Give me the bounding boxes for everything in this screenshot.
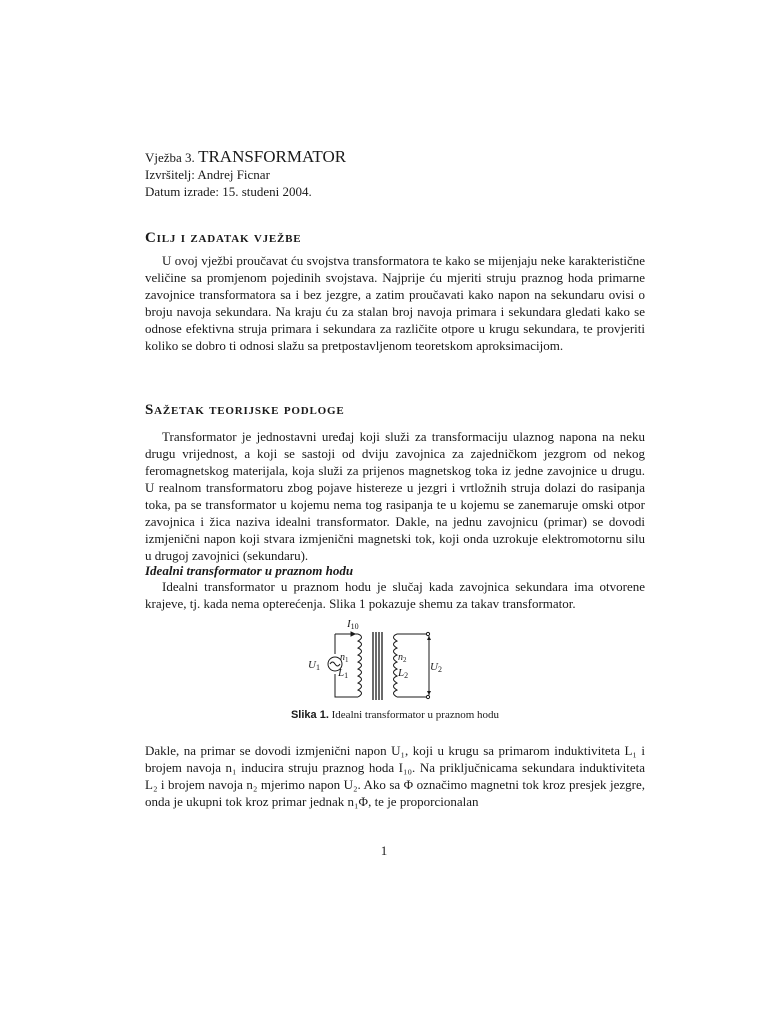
subsection-paragraph: Idealni transformator u praznom hodu je slučaj kada zavojnica sekundara ima otvorene krajeve, tj. kada nema opterećenja. Slika 1 pokazuje shemu za takav transformator.	[145, 579, 645, 611]
goal-paragraph: U ovoj vježbi proučavat ću svojstva transformatora te kako se mijenjaju neke karakteristične veličine sa promjenom pojedinih svojstava. Najprije ću mjeriti struju praznog hoda primarne zavojnice transformatora sa i bez jezgre, a zatim proučavati kako napon na sekundaru ovisi o broju navoja sekundara. Na kraju ću za stalan broj navoja primara i sekundara gledati kako se odnose efektivna struja primara i sekundara za različite otpore u krugu sekundara, te provjeriti koliko se dobro ti odnosi slažu sa pretpostavljenom teoretskom aproksimacijom.	[145, 253, 645, 353]
label-l2: L2	[398, 667, 409, 680]
label-u2: U2	[430, 661, 442, 674]
continuation-paragraph: Dakle, na primar se dovodi izmjenični napon U₁, koji u krugu sa primarom induktiviteta L₁ i brojem navoja n₁ inducira struju praznog hoda I₁₀. Na priključnicama sekundara induktiviteta L₂ i brojem navoja n₂ mjerimo napon U₂. Ako sa Φ označimo magnetni tok kroz presjek jezgre, onda je ukupni tok kroz primar jednak n₁Φ, te je proporcionalan	[145, 743, 645, 809]
transformer-circuit-diagram	[300, 614, 460, 704]
primary-coil	[358, 634, 362, 697]
page-number: 1	[380, 843, 388, 858]
author-line: Izvršitelj: Andrej Ficnar	[145, 167, 270, 182]
label-u1: U1	[308, 659, 320, 672]
transformer-core	[373, 632, 382, 700]
terminal-bottom	[426, 695, 429, 698]
caption-text: Idealni transformator u praznom hodu	[331, 709, 500, 721]
u2-arrow-head-bottom	[427, 691, 431, 695]
secondary-coil	[394, 634, 398, 697]
label-n2: $n_2$	[398, 652, 407, 664]
current-arrow	[351, 632, 355, 636]
section-heading-theory: Sažetak teorijske podloge	[145, 402, 345, 418]
label-n1: $n_1$	[340, 652, 349, 664]
caption-label: Slika 1.	[290, 709, 329, 721]
theory-paragraph: Transformator je jednostavni uređaj koji služi za transformaciju ulaznog napona na neku drugu vrijednost, a koji se sastoji od dviju zavojnica za zajedničkom jezgrom od nekog feromagnetskog materijala, koja služi za prijenos magnetskog toka iz jedne zavojnice u drugu. U realnom transformatoru zbog pojave histereze u jezgri i vrtložnih struja dolazi do rasipanja toka, pa se transformator u kojemu nema tog rasipanja te u kojemu se zanemaruje omski otpor zavojnica i žica naziva idealni transformator. Dakle, na jednu zavojnicu (primar) se dovodi izmjenični napon koji stvara izmjenični magnetski tok, koji onda uzrokuje elektromotornu silu u drugoj zavojnici (sekundaru).	[145, 429, 645, 563]
exercise-number: Vježba 3.	[145, 150, 195, 165]
label-l1: L1	[338, 667, 349, 680]
ac-source-sine	[330, 662, 340, 666]
terminal-top	[426, 632, 429, 635]
subsection-heading: Idealni transformator u praznom hodu	[145, 563, 354, 578]
figure-caption	[145, 709, 645, 721]
date-line: Datum izrade: 15. studeni 2004.	[145, 184, 312, 199]
section-heading-goal: Cilj i zadatak vježbe	[145, 230, 302, 246]
document-header	[145, 148, 346, 200]
u2-arrow-head-top	[427, 636, 431, 640]
document-title: TRANSFORMATOR	[198, 147, 347, 166]
label-i10: I10	[347, 618, 359, 631]
